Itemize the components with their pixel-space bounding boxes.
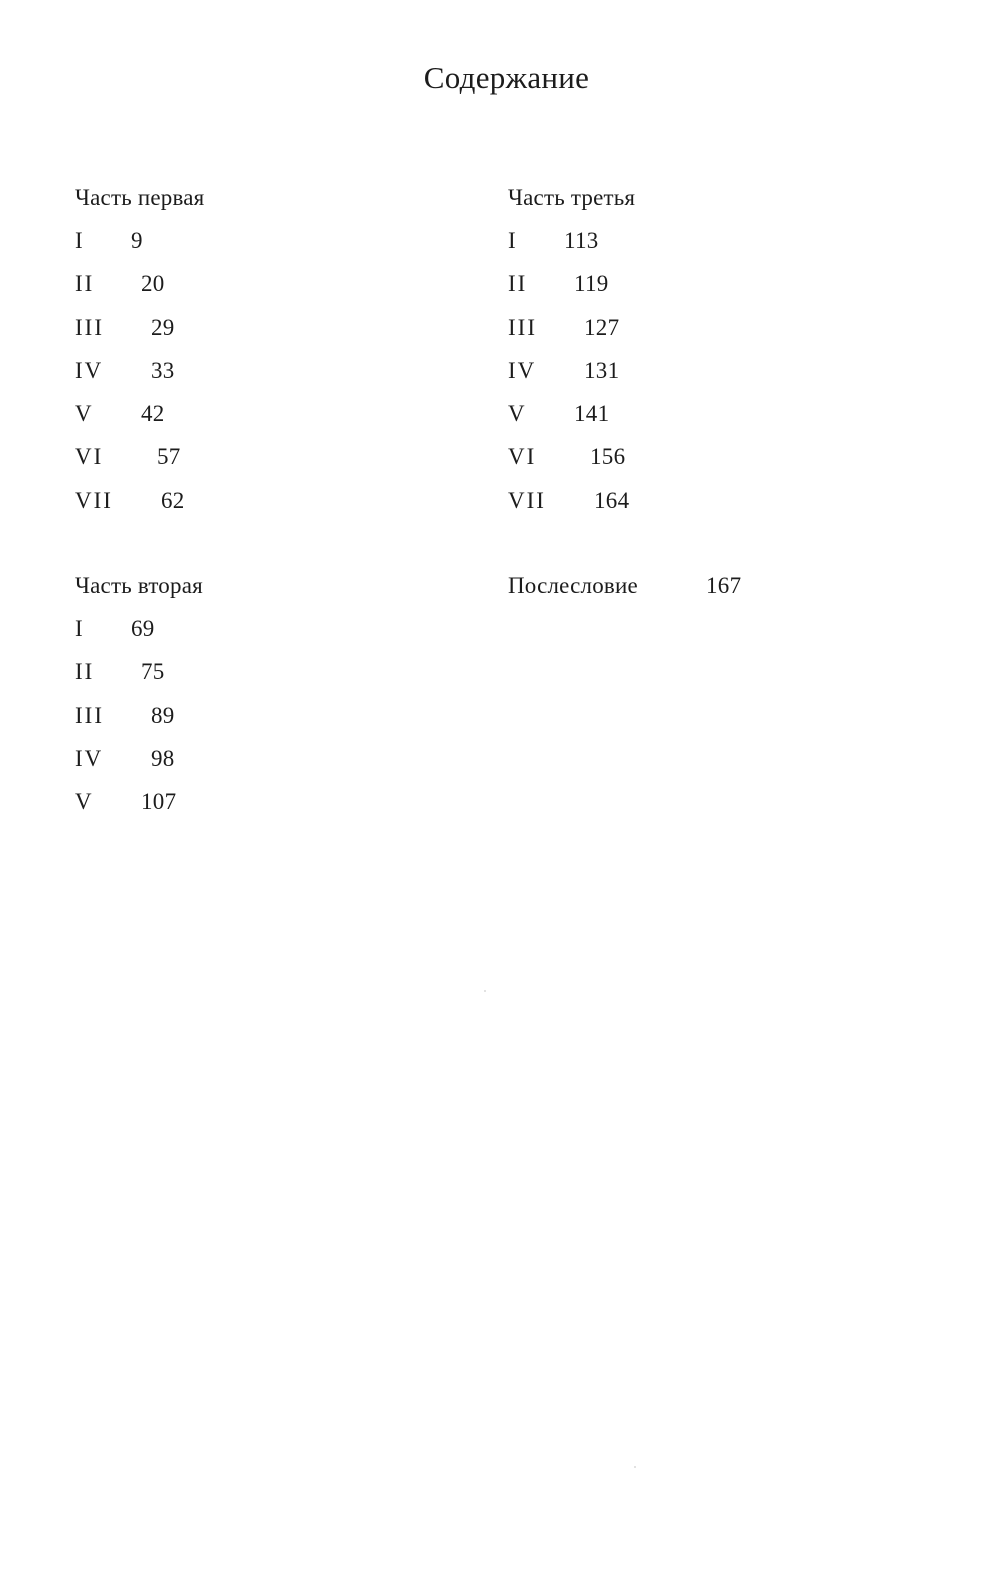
page-number: 127 — [584, 314, 620, 340]
page-number: 75 — [141, 659, 165, 685]
toc-part-one — [75, 185, 204, 531]
page-number: 141 — [574, 401, 610, 427]
toc-entry[interactable] — [508, 488, 635, 531]
page-number: 107 — [141, 789, 177, 815]
scan-speck — [634, 1466, 636, 1468]
chapter-number: III — [508, 314, 537, 340]
part-three-heading: Часть третья — [508, 185, 636, 210]
chapter-number: II — [75, 271, 95, 297]
chapter-number: II — [75, 659, 95, 685]
toc-entry[interactable] — [75, 401, 204, 444]
chapter-number: VI — [508, 444, 537, 470]
toc-entry[interactable] — [75, 271, 204, 314]
toc-entry[interactable] — [75, 616, 203, 659]
chapter-number: VII — [508, 487, 546, 513]
toc-entry[interactable] — [508, 271, 635, 314]
chapter-number: VI — [75, 444, 104, 470]
chapter-number: I — [75, 228, 85, 253]
afterword-label: Послесловие — [508, 573, 638, 598]
chapter-number: V — [75, 789, 94, 815]
chapter-number: I — [75, 616, 85, 641]
toc-entry[interactable] — [508, 358, 635, 401]
page-number: 42 — [141, 401, 165, 427]
chapter-number: III — [75, 314, 104, 340]
page-number: 119 — [574, 271, 609, 297]
toc-entry[interactable] — [75, 746, 203, 789]
chapter-number: IV — [75, 357, 104, 383]
chapter-number: IV — [75, 745, 104, 771]
toc-part-two — [75, 573, 203, 832]
chapter-number: II — [508, 271, 528, 297]
toc-entry[interactable] — [75, 444, 204, 487]
chapter-number: VII — [75, 487, 113, 513]
page-number: 33 — [151, 357, 175, 383]
toc-entry[interactable] — [75, 789, 203, 832]
toc-entry[interactable] — [75, 228, 204, 271]
toc-afterword[interactable] — [508, 573, 741, 599]
part-one-heading: Часть первая — [75, 185, 205, 210]
page-number: 156 — [590, 444, 626, 470]
chapter-number: I — [508, 228, 518, 253]
page-number: 131 — [584, 357, 620, 383]
page-number: 29 — [151, 314, 175, 340]
page-number: 62 — [161, 487, 185, 513]
page-number: 98 — [151, 745, 175, 771]
page-number: 89 — [151, 702, 175, 728]
chapter-number: V — [508, 401, 527, 427]
page-number: 113 — [564, 228, 599, 253]
page-number: 167 — [706, 573, 742, 598]
page-number: 69 — [131, 616, 155, 641]
page-number: 57 — [157, 444, 181, 470]
toc-entry[interactable] — [75, 703, 203, 746]
toc-entry[interactable] — [508, 401, 635, 444]
toc-entry[interactable] — [75, 488, 204, 531]
toc-entry[interactable] — [75, 358, 204, 401]
toc-entry[interactable] — [508, 315, 635, 358]
page-title: Содержание — [423, 60, 590, 95]
toc-part-three — [508, 185, 635, 531]
page-number: 164 — [594, 487, 630, 513]
chapter-number: III — [75, 702, 104, 728]
toc-entry[interactable] — [75, 659, 203, 702]
part-two-heading: Часть вторая — [75, 573, 203, 598]
toc-entry[interactable] — [508, 444, 635, 487]
chapter-number: IV — [508, 357, 537, 383]
scan-speck — [484, 990, 486, 992]
toc-entry[interactable] — [75, 315, 204, 358]
chapter-number: V — [75, 401, 94, 427]
toc-entry[interactable] — [508, 228, 635, 271]
page-number: 20 — [141, 271, 165, 297]
page-number: 9 — [131, 228, 143, 253]
